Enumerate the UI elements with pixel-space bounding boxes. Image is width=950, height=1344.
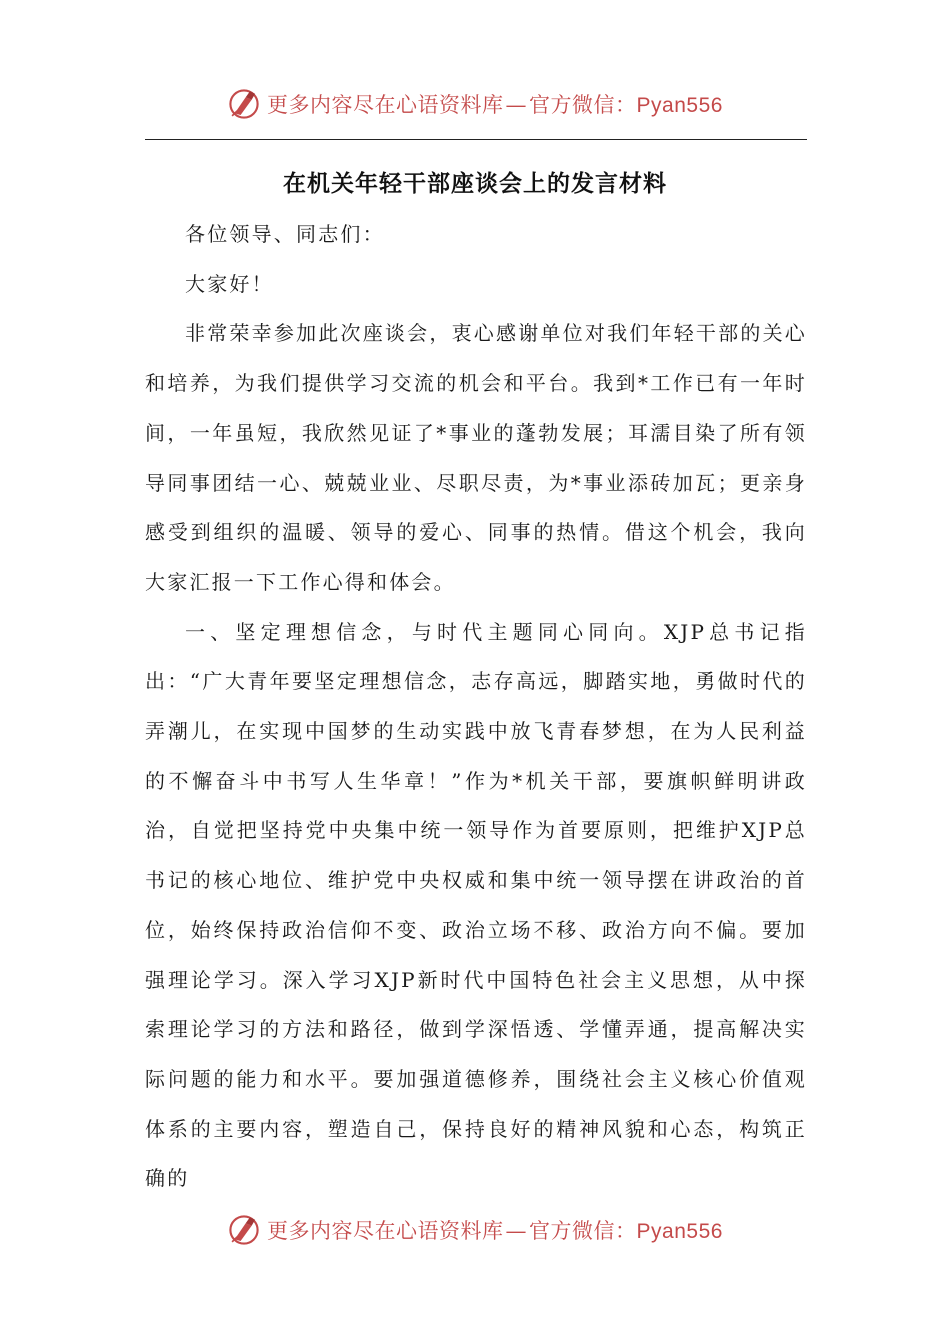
footer-banner-separator: — bbox=[505, 1219, 528, 1243]
footer-banner-main: 更多内容尽在心语资料库 bbox=[267, 1219, 504, 1243]
footer-banner-text bbox=[267, 1215, 723, 1245]
paragraph-section-one: 一、坚定理想信念，与时代主题同心同向。XJP总书记指出：“广大青年要坚定理想信念，志存高远，脚踏实地，勇做时代的弄潮儿，在实现中国梦的生动实践中放飞青春梦想，在为人民利益的不懈奋斗中书写人生华章！”作为*机关干部，要旗帜鲜明讲政治，自觉把坚持党中央集中统一领导作为首要原则，把维护XJP总书记的核心地位、维护党中央权威和集中统一领导摆在讲政治的首位，始终保持政治信仰不变、政治立场不移、政治方向不偏。要加强理论学习。深入学习XJP新时代中国特色社会主义思想，从中探索理论学习的方法和路径，做到学深悟透、学懂弄通，提高解决实际问题的能力和水平。要加强道德修养，围绕社会主义核心价值观体系的主要内容，塑造自己，保持良好的精神风貌和心态，构筑正确的 bbox=[145, 619, 807, 1191]
paragraph-salutation: 各位领导、同志们： bbox=[185, 222, 385, 246]
paragraph-greeting: 大家好！ bbox=[185, 271, 274, 296]
pen-nib-logo-icon bbox=[227, 87, 261, 121]
header-banner bbox=[0, 82, 950, 126]
footer-banner bbox=[0, 1208, 950, 1252]
footer-wechat-id: Pyan556 bbox=[636, 1220, 723, 1243]
header-banner-label: 官方微信： bbox=[529, 93, 637, 117]
header-banner-main: 更多内容尽在心语资料库 bbox=[267, 93, 504, 117]
header-banner-text bbox=[267, 89, 723, 119]
header-wechat-id: Pyan556 bbox=[636, 94, 723, 117]
footer-banner-label: 官方微信： bbox=[529, 1219, 637, 1243]
header-banner-separator: — bbox=[505, 93, 528, 117]
paragraph-intro: 非常荣幸参加此次座谈会，衷心感谢单位对我们年轻干部的关心和培养，为我们提供学习交流的机会和平台。我到*工作已有一年时间，一年虽短，我欣然见证了*事业的蓬勃发展；耳濡目染了所有领导同事团结一心、兢兢业业、尽职尽责，为*事业添砖加瓦；更亲身感受到组织的温暖、领导的爱心、同事的热情。借这个机会，我向大家汇报一下工作心得和体会。 bbox=[145, 321, 807, 594]
document-body bbox=[145, 210, 807, 1204]
document-title: 在机关年轻干部座谈会上的发言材料 bbox=[283, 170, 667, 197]
pen-nib-logo-icon bbox=[227, 1213, 261, 1247]
header-divider bbox=[145, 139, 807, 140]
